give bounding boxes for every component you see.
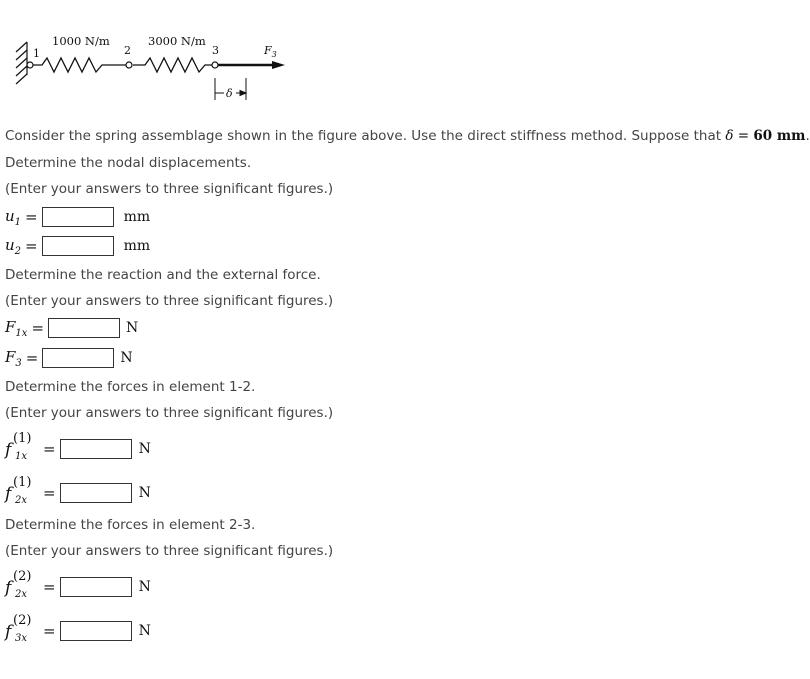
force-arrow-head bbox=[272, 61, 285, 69]
u1-label: $u_1$ bbox=[5, 206, 22, 228]
part2-heading: Determine the reaction and the external force. bbox=[5, 267, 321, 283]
f2-2x-row bbox=[5, 570, 151, 604]
node-1-marker bbox=[27, 62, 33, 68]
f1-1x-equals: = bbox=[43, 440, 56, 458]
f2-3x-unit: N bbox=[138, 623, 151, 639]
spring-assemblage-figure bbox=[10, 30, 300, 110]
f2-2x-label: f (2) 2x bbox=[5, 569, 32, 600]
spring-element-2 bbox=[133, 58, 212, 72]
f1x-unit: N bbox=[126, 320, 139, 336]
f2-2x-equals: = bbox=[43, 578, 56, 596]
f1x-label: $F_{1x}$ bbox=[5, 317, 28, 339]
problem-statement bbox=[5, 128, 810, 144]
f2-2x-input[interactable] bbox=[60, 577, 132, 597]
part3-heading: Determine the forces in element 1-2. bbox=[5, 379, 256, 395]
force-label: $F_3$ bbox=[264, 44, 277, 59]
f2-3x-equals: = bbox=[43, 622, 56, 640]
delta-equals: = bbox=[733, 128, 754, 144]
u2-input[interactable] bbox=[42, 236, 114, 256]
f1-1x-input[interactable] bbox=[60, 439, 132, 459]
node-3-label: 3 bbox=[212, 44, 219, 57]
f1x-equals: = bbox=[31, 319, 45, 337]
f1-2x-equals: = bbox=[43, 484, 56, 502]
node-1-label: 1 bbox=[33, 47, 40, 60]
part4-heading: Determine the forces in element 2-3. bbox=[5, 517, 256, 533]
f3-row bbox=[5, 346, 133, 370]
part3-hint: (Enter your answers to three significant figures.) bbox=[5, 405, 334, 421]
f1-1x-unit: N bbox=[138, 441, 151, 457]
problem-intro: Consider the spring assemblage shown in the figure above. Use the direct stiffness method. Suppose that bbox=[5, 128, 722, 144]
f1-1x-row bbox=[5, 432, 151, 466]
node-3-marker bbox=[212, 62, 218, 68]
delta-period: . bbox=[805, 128, 810, 144]
spring-element-1 bbox=[30, 58, 126, 72]
f1-2x-input[interactable] bbox=[60, 483, 132, 503]
f1-2x-label: f (1) 2x bbox=[5, 475, 32, 506]
u1-row bbox=[5, 205, 150, 229]
part1-heading: Determine the nodal displacements. bbox=[5, 155, 252, 171]
fixed-wall bbox=[16, 42, 27, 84]
u1-equals: = bbox=[25, 208, 38, 226]
u1-input[interactable] bbox=[42, 207, 114, 227]
k1-label: 1000 N/m bbox=[52, 34, 110, 48]
f2-3x-row bbox=[5, 614, 151, 648]
f3-label: $F_3$ bbox=[5, 347, 22, 369]
delta-label: δ bbox=[226, 87, 233, 100]
f3-input[interactable] bbox=[42, 348, 114, 368]
k2-label: 3000 N/m bbox=[148, 34, 206, 48]
u2-equals: = bbox=[25, 237, 38, 255]
f2-3x-label: f (2) 3x bbox=[5, 613, 32, 644]
part1-hint: (Enter your answers to three significant figures.) bbox=[5, 181, 334, 197]
f1-1x-label: f (1) 1x bbox=[5, 431, 32, 462]
delta-symbol: δ bbox=[725, 128, 734, 144]
f1-2x-row bbox=[5, 476, 151, 510]
f2-2x-unit: N bbox=[138, 579, 151, 595]
f1x-row bbox=[5, 316, 138, 340]
u2-row bbox=[5, 234, 150, 258]
f1-2x-unit: N bbox=[138, 485, 151, 501]
node-2-label: 2 bbox=[124, 44, 131, 57]
f2-3x-input[interactable] bbox=[60, 621, 132, 641]
delta-value: 60 mm bbox=[753, 128, 806, 144]
u1-unit: mm bbox=[123, 209, 151, 225]
f3-equals: = bbox=[25, 349, 39, 367]
u2-unit: mm bbox=[123, 238, 151, 254]
u2-label: $u_2$ bbox=[5, 235, 22, 257]
f3-unit: N bbox=[120, 350, 133, 366]
f1x-input[interactable] bbox=[48, 318, 120, 338]
part4-hint: (Enter your answers to three significant figures.) bbox=[5, 543, 334, 559]
node-2-marker bbox=[126, 62, 132, 68]
part2-hint: (Enter your answers to three significant figures.) bbox=[5, 293, 334, 309]
